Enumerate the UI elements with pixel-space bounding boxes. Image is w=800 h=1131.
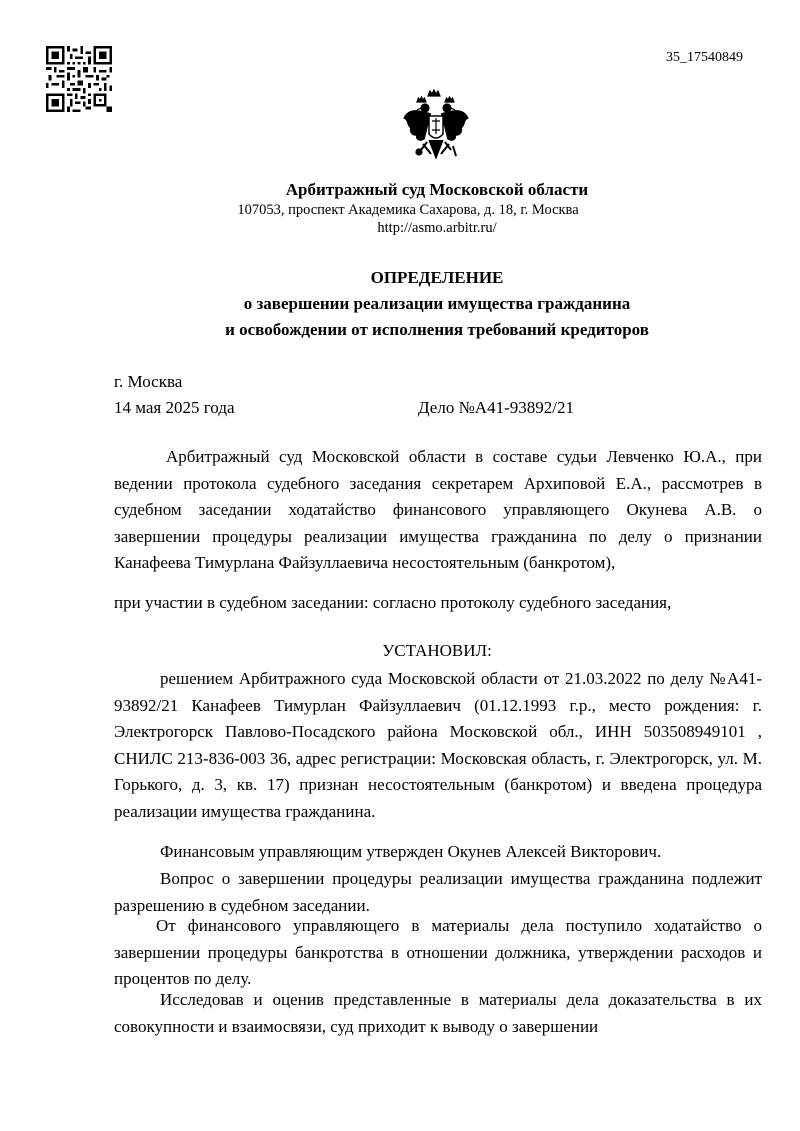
paragraph-financial-manager: Финансовым управляющим утвержден Окунев Алексей Викторович. [160,842,662,861]
court-website-link[interactable]: http://asmo.arbitr.ru/ [377,220,497,236]
established-heading: УСТАНОВИЛ: [382,641,492,660]
document-subtitle-line-1: о завершении реализации имущества гражданина [243,294,631,313]
paragraph-question: Вопрос о завершении процедуры реализации имущества гражданина подлежит разрешению в судебном заседании. [114,869,762,915]
paragraph-conclusion: Исследовав и оценив представленные в материалы дела доказательства в их совокупности и взаимосвязи, суд приходит к выводу о завершении [114,990,762,1036]
document-number: 35_17540849 [666,50,743,65]
case-number: Дело №А41-93892/21 [418,398,574,417]
court-address: 107053, проспект Академика Сахарова, д. 18, г. Москва [237,202,579,218]
paragraph-decision: решением Арбитражного суда Московской области от 21.03.2022 по делу №А41-93892/21 Канафеев Тимурлан Файзуллаевич (01.12.1993 г.р., место рождения: г. Электрогорск Павлово-Посадского района Московской обл., ИНН 503508949101 , СНИЛС 213-836-003 36, адрес регистрации: Московская область, г. Электрогорск, ул. М. Горького, д. 3, кв. 17) признан несостоятельным (банкротом) и введена процедура реализации имущества гражданина. [114,669,762,821]
city: г. Москва [114,372,183,391]
document-subtitle-line-2: и освобождении от исполнения требований кредиторов [225,320,649,339]
court-name: Арбитражный суд Московской области [285,180,589,199]
paragraph-petition: От финансового управляющего в материалы дела поступило ходатайство о завершении процедуры банкротства в отношении должника, утверждении расходов и процентов по делу. [114,916,762,988]
paragraph-participation: при участии в судебном заседании: согласно протоколу судебного заседания, [114,593,672,612]
document-date: 14 мая 2025 года [114,398,235,417]
coat-of-arms-icon [401,88,471,168]
document-type-title: ОПРЕДЕЛЕНИЕ [370,268,504,287]
paragraph-intro: Арбитражный суд Московской области в составе судьи Левченко Ю.А., при ведении протокола судебного заседания секретарем Архиповой Е.А., рассмотрев в судебном заседании ходатайство финансового управляющего Окунева А.В. о завершении процедуры реализации имущества гражданина по делу о признании Канафеева Тимурлана Файзуллаевича несостоятельным (банкротом), [114,447,762,572]
qr-code-icon [46,46,112,112]
